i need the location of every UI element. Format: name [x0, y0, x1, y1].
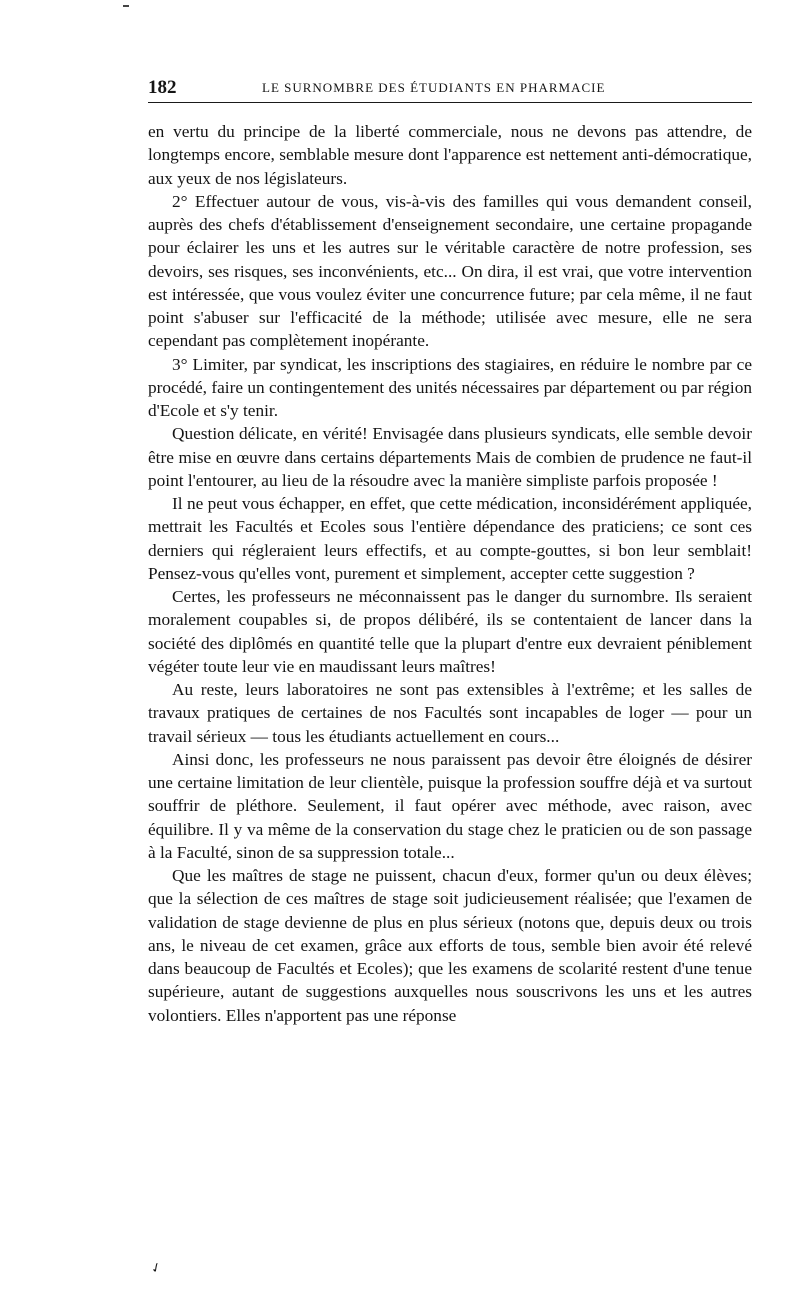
paragraph: 3° Limiter, par syndicat, les inscriptions des stagiaires, en réduire le nombre par ce procédé, faire un contingentement des unités nécessaires par département ou par région d'Ecole et s'y tenir. — [148, 354, 752, 420]
page-header — [148, 70, 752, 98]
running-title: LE SURNOMBRE DES ÉTUDIANTS EN PHARMACIE — [262, 80, 606, 95]
paragraph: en vertu du principe de la liberté commerciale, nous ne devons pas attendre, de longtemps encore, semblable mesure dont l'apparence est nettement anti-démocratique, aux yeux de nos législateurs. — [148, 122, 752, 188]
scan-mark — [123, 5, 129, 7]
paragraph: Ainsi donc, les professeurs ne nous paraissent pas devoir être éloignés de désirer une certaine limitation de leur clientèle, puisque la profession souffre déjà et va surtout souffrir de pléthore. Seulement, il faut opérer avec méthode, avec raison, avec équilibre. Il y va même de la conservation du stage chez le praticien ou de son passage à la Faculté, sinon de sa suppression totale... — [148, 749, 752, 862]
document-page — [148, 0, 752, 1305]
ink-mark: ✓ — [148, 1259, 165, 1278]
paragraph: Au reste, leurs laboratoires ne sont pas extensibles à l'extrême; et les salles de travaux pratiques de certaines de nos Facultés sont incapables de loger — pour un travail sérieux — tous les étudiants actuellement en cours... — [148, 680, 752, 746]
header-rule — [148, 102, 752, 103]
paragraph: Question délicate, en vérité! Envisagée dans plusieurs syndicats, elle semble devoir être mise en œuvre dans certains départements Mais de combien de prudence ne faut-il point l'entourer, au lieu de la résoudre avec la manière simpliste parfois proposée ! — [148, 424, 752, 490]
paragraph: Il ne peut vous échapper, en effet, que cette médication, inconsidérément appliquée, mettrait les Facultés et Ecoles sous l'entière dépendance des praticiens; ce sont ces derniers qui régleraient leurs effectifs, et au compte-gouttes, si bon leur semblait! Pensez-vous qu'elles vont, purement et simplement, accepter cette suggestion ? — [148, 494, 752, 583]
paragraph: 2° Effectuer autour de vous, vis-à-vis des familles qui vous demandent conseil, auprès des chefs d'établissement d'enseignement secondaire, une certaine propagande pour éclairer les uns et les autres sur le véritable caractère de notre profession, ses devoirs, ses risques, ses inconvénients, etc... On dira, il est vrai, que votre intervention est intéressée, que vous voulez éviter une concurrence future; par cela même, il ne faut point s'abuser sur l'efficacité de la méthode; utilisée avec mesure, elle ne sera cependant pas complètement inopérante. — [148, 191, 752, 351]
paragraph: Que les maîtres de stage ne puissent, chacun d'eux, former qu'un ou deux élèves; que la sélection de ces maîtres de stage soit judicieusement réalisée; que l'examen de validation de stage devienne de plus en plus sérieux (notons que, depuis deux ou trois ans, le niveau de cet examen, grâce aux efforts de tous, semble bien avoir été relevé dans beaucoup de Facultés et Ecoles); que les examens de scolarité restent d'une tenue supérieure, autant de suggestions auxquelles nous souscrivons les uns et les autres volontiers. Elles n'apportent pas une réponse — [148, 866, 752, 1025]
body-text — [148, 120, 752, 1027]
paragraph: Certes, les professeurs ne méconnaissent pas le danger du surnombre. Ils seraient moralement coupables si, de propos délibéré, ils se contentaient de lancer dans la société des diplômés en quantité telle que la plupart d'entre eux devraient péniblement végéter toute leur vie en maudissant leurs maîtres! — [148, 587, 752, 676]
page-number: 182 — [148, 77, 177, 98]
